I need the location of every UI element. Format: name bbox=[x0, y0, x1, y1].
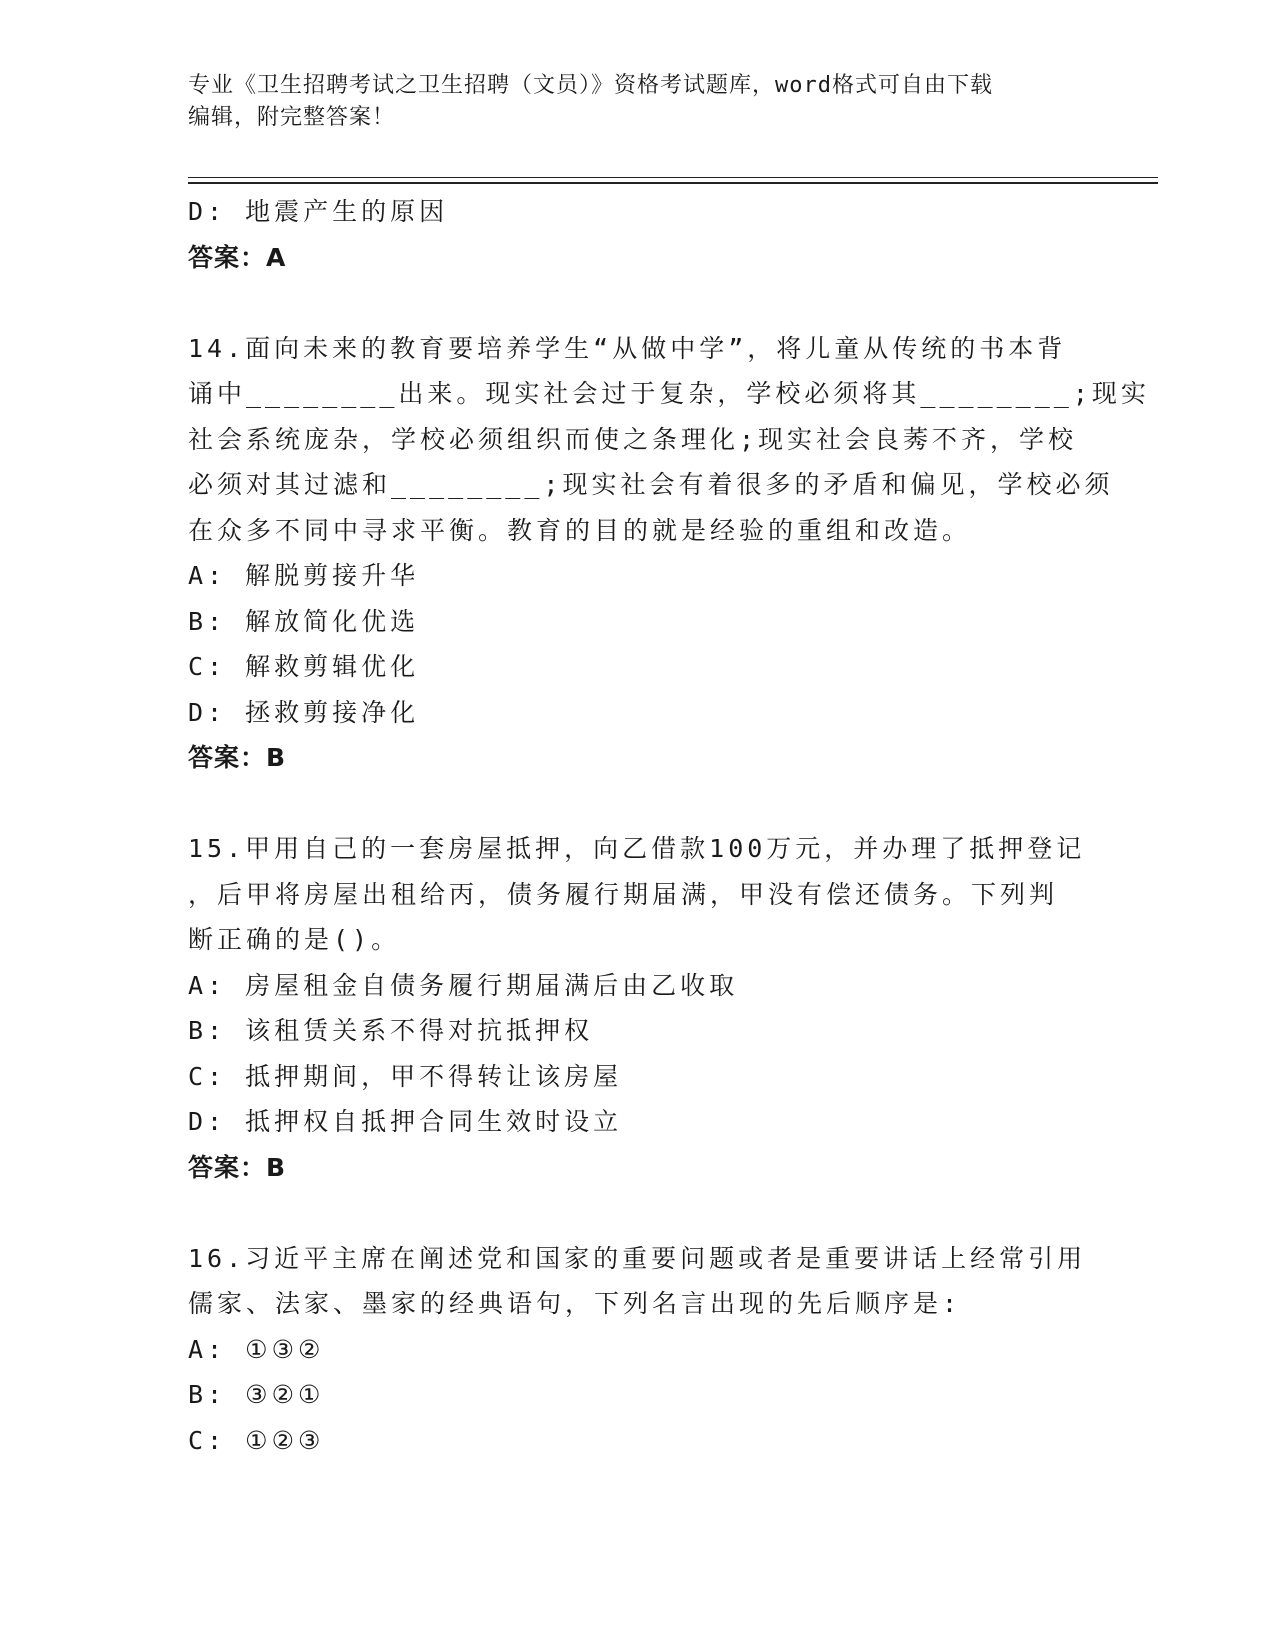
question-stem-line: 在众多不同中寻求平衡。教育的目的就是经验的重组和改造。 bbox=[188, 515, 972, 545]
question-14 bbox=[188, 326, 1150, 781]
question-stem-line: 必须对其过滤和________;现实社会有着很多的矛盾和偏见，学校必须 bbox=[188, 470, 1114, 499]
document-body bbox=[188, 189, 1150, 1463]
option-a: A: 解脱剪接升华 bbox=[188, 561, 420, 590]
question-stem-line: ，后甲将房屋出租给丙，债务履行期届满，甲没有偿还债务。下列判 bbox=[188, 879, 1059, 909]
option-c: C: 解救剪辑优化 bbox=[188, 652, 420, 681]
option-c: C: ①②③ bbox=[188, 1425, 325, 1455]
question-16 bbox=[188, 1236, 1088, 1464]
option-d: D: 拯救剪接净化 bbox=[188, 697, 420, 727]
answer-line: 答案：A bbox=[188, 242, 287, 272]
option-b: B: 该租赁关系不得对抗抵押权 bbox=[188, 1016, 594, 1045]
option-b: B: ③②① bbox=[188, 1380, 325, 1409]
document-header bbox=[188, 70, 1068, 134]
question-stem-line: 社会系统庞杂，学校必须组织而使之条理化;现实社会良莠不齐，学校 bbox=[188, 424, 1078, 454]
option-b: B: 解放简化优选 bbox=[188, 606, 420, 636]
question-stem-line: 儒家、法家、墨家的经典语句，下列名言出现的先后顺序是: bbox=[188, 1289, 962, 1318]
question-stem-line: 15.甲用自己的一套房屋抵押，向乙借款100万元，并办理了抵押登记 bbox=[188, 834, 1086, 863]
header-rule-thin bbox=[188, 177, 1158, 178]
header-rule-thick bbox=[188, 182, 1158, 184]
answer-line: 答案：B bbox=[188, 743, 287, 772]
spacer bbox=[188, 1190, 1088, 1236]
option-d: D: 地震产生的原因 bbox=[188, 197, 449, 226]
question-stem-line: 诵中________出来。现实社会过于复杂，学校必须将其________;现实 bbox=[188, 379, 1150, 408]
spacer bbox=[188, 781, 1088, 827]
option-a: A: ①③② bbox=[188, 1334, 325, 1364]
option-a: A: 房屋租金自债务履行期届满后由乙收取 bbox=[188, 970, 739, 1000]
question-stem-line: 16.习近平主席在阐述党和国家的重要问题或者是重要讲话上经常引用 bbox=[188, 1243, 1087, 1273]
header-line-2: 编辑，附完整答案！ bbox=[188, 105, 396, 130]
question-stem-line: 14.面向未来的教育要培养学生“从做中学”，将儿童从传统的书本背 bbox=[188, 333, 1067, 363]
question-15 bbox=[188, 826, 1088, 1190]
spacer bbox=[188, 280, 1088, 326]
option-c: C: 抵押期间，甲不得转让该房屋 bbox=[188, 1061, 623, 1091]
option-d: D: 抵押权自抵押合同生效时设立 bbox=[188, 1107, 623, 1136]
header-line-1: 专业《卫生招聘考试之卫生招聘（文员）》资格考试题库，word格式可自由下载 bbox=[188, 73, 993, 98]
question-stem-line: 断正确的是()。 bbox=[188, 925, 401, 954]
question-13-tail bbox=[188, 189, 1088, 280]
answer-line: 答案：B bbox=[188, 1152, 287, 1182]
